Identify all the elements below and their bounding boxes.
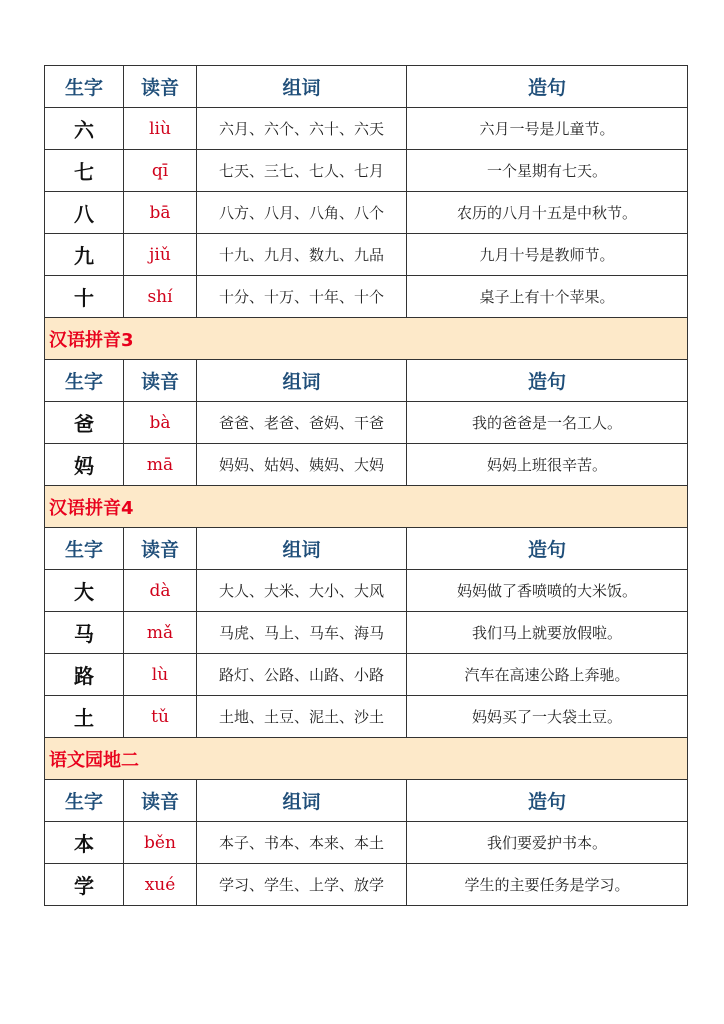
pinyin-cell: qī <box>124 150 197 192</box>
header-char: 生字 <box>45 780 124 822</box>
char-cell: 妈 <box>45 444 124 486</box>
table-row <box>45 150 688 192</box>
sentence-cell: 六月一号是儿童节。 <box>407 108 688 150</box>
vocabulary-sheet <box>44 65 687 906</box>
pinyin-cell: xué <box>124 864 197 906</box>
table-row <box>45 402 688 444</box>
table-header-row <box>45 528 688 570</box>
header-sentence: 造句 <box>407 360 688 402</box>
words-cell: 学习、学生、上学、放学 <box>197 864 407 906</box>
sentence-cell: 汽车在高速公路上奔驰。 <box>407 654 688 696</box>
pinyin-cell: bà <box>124 402 197 444</box>
header-pinyin: 读音 <box>124 360 197 402</box>
pinyin-cell: mǎ <box>124 612 197 654</box>
pinyin-cell: dà <box>124 570 197 612</box>
sentence-cell: 九月十号是教师节。 <box>407 234 688 276</box>
header-char: 生字 <box>45 528 124 570</box>
header-pinyin: 读音 <box>124 66 197 108</box>
section-title-row <box>45 486 688 528</box>
words-cell: 六月、六个、六十、六天 <box>197 108 407 150</box>
char-cell: 十 <box>45 276 124 318</box>
char-cell: 路 <box>45 654 124 696</box>
char-cell: 爸 <box>45 402 124 444</box>
words-cell: 七天、三七、七人、七月 <box>197 150 407 192</box>
words-cell: 八方、八月、八角、八个 <box>197 192 407 234</box>
table-row <box>45 570 688 612</box>
table-header-row <box>45 360 688 402</box>
char-cell: 大 <box>45 570 124 612</box>
words-cell: 妈妈、姑妈、姨妈、大妈 <box>197 444 407 486</box>
section-title: 汉语拼音3 <box>45 318 688 360</box>
header-sentence: 造句 <box>407 528 688 570</box>
words-cell: 十九、九月、数九、九品 <box>197 234 407 276</box>
vocabulary-table <box>44 65 688 906</box>
sentence-cell: 妈妈买了一大袋土豆。 <box>407 696 688 738</box>
pinyin-cell: běn <box>124 822 197 864</box>
header-char: 生字 <box>45 360 124 402</box>
char-cell: 九 <box>45 234 124 276</box>
sentence-cell: 我们要爱护书本。 <box>407 822 688 864</box>
words-cell: 路灯、公路、山路、小路 <box>197 654 407 696</box>
words-cell: 爸爸、老爸、爸妈、干爸 <box>197 402 407 444</box>
header-char: 生字 <box>45 66 124 108</box>
sentence-cell: 学生的主要任务是学习。 <box>407 864 688 906</box>
table-row <box>45 276 688 318</box>
header-words: 组词 <box>197 780 407 822</box>
sentence-cell: 妈妈上班很辛苦。 <box>407 444 688 486</box>
char-cell: 土 <box>45 696 124 738</box>
sentence-cell: 我们马上就要放假啦。 <box>407 612 688 654</box>
header-pinyin: 读音 <box>124 780 197 822</box>
sentence-cell: 妈妈做了香喷喷的大米饭。 <box>407 570 688 612</box>
table-row <box>45 444 688 486</box>
sentence-cell: 一个星期有七天。 <box>407 150 688 192</box>
header-sentence: 造句 <box>407 66 688 108</box>
char-cell: 学 <box>45 864 124 906</box>
char-cell: 七 <box>45 150 124 192</box>
section-title-row <box>45 318 688 360</box>
table-header-row <box>45 66 688 108</box>
header-words: 组词 <box>197 360 407 402</box>
char-cell: 八 <box>45 192 124 234</box>
sentence-cell: 我的爸爸是一名工人。 <box>407 402 688 444</box>
header-words: 组词 <box>197 66 407 108</box>
section-title-row <box>45 738 688 780</box>
pinyin-cell: bā <box>124 192 197 234</box>
words-cell: 本子、书本、本来、本土 <box>197 822 407 864</box>
header-words: 组词 <box>197 528 407 570</box>
char-cell: 六 <box>45 108 124 150</box>
words-cell: 土地、土豆、泥土、沙土 <box>197 696 407 738</box>
sentence-cell: 农历的八月十五是中秋节。 <box>407 192 688 234</box>
pinyin-cell: jiǔ <box>124 234 197 276</box>
char-cell: 本 <box>45 822 124 864</box>
sentence-cell: 桌子上有十个苹果。 <box>407 276 688 318</box>
table-header-row <box>45 780 688 822</box>
pinyin-cell: tǔ <box>124 696 197 738</box>
header-sentence: 造句 <box>407 780 688 822</box>
table-row <box>45 192 688 234</box>
words-cell: 大人、大米、大小、大风 <box>197 570 407 612</box>
section-title: 语文园地二 <box>45 738 688 780</box>
header-pinyin: 读音 <box>124 528 197 570</box>
pinyin-cell: shí <box>124 276 197 318</box>
table-row <box>45 234 688 276</box>
section-title: 汉语拼音4 <box>45 486 688 528</box>
words-cell: 十分、十万、十年、十个 <box>197 276 407 318</box>
table-row <box>45 108 688 150</box>
char-cell: 马 <box>45 612 124 654</box>
table-row <box>45 696 688 738</box>
table-row <box>45 654 688 696</box>
table-row <box>45 822 688 864</box>
pinyin-cell: lù <box>124 654 197 696</box>
pinyin-cell: liù <box>124 108 197 150</box>
table-row <box>45 612 688 654</box>
table-row <box>45 864 688 906</box>
words-cell: 马虎、马上、马车、海马 <box>197 612 407 654</box>
pinyin-cell: mā <box>124 444 197 486</box>
